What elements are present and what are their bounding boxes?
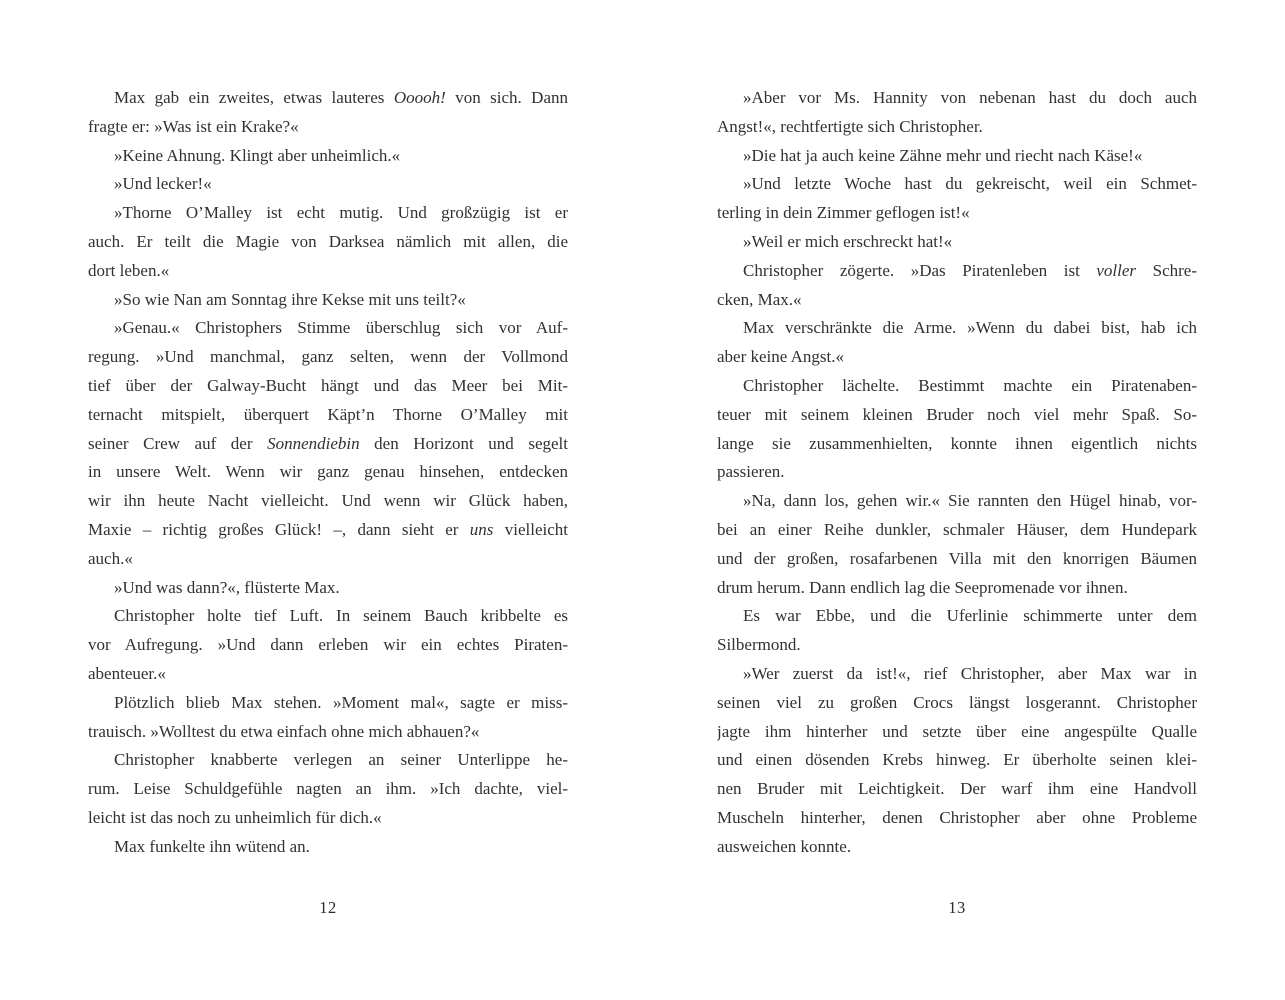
- text-segment: »Wer zuerst da ist!«, rief Christopher, aber Max war in: [743, 663, 1197, 683]
- paragraph-indent: [88, 332, 114, 333]
- text-line: [717, 804, 1197, 833]
- text-segment: nen Bruder mit Leichtigkeit. Der warf ihm eine Handvoll: [717, 779, 1197, 799]
- text-line: [717, 430, 1197, 459]
- text-segment: »Na, dann los, gehen wir.« Sie rannten den Hügel hinab, vor-: [743, 491, 1197, 511]
- paragraph-indent: [88, 620, 114, 621]
- page-number: 13: [948, 898, 966, 917]
- text-line: [88, 113, 568, 142]
- text-line: [717, 84, 1197, 113]
- text-line: [88, 689, 568, 718]
- text-line: [717, 602, 1197, 631]
- text-segment: Schre-: [1136, 260, 1197, 280]
- text-line: [88, 545, 568, 574]
- text-segment: cken, Max.«: [717, 289, 802, 309]
- text-line: [717, 833, 1197, 862]
- text-line: [717, 775, 1197, 804]
- text-segment: Max funkelte ihn wütend an.: [114, 836, 310, 856]
- text-line: [717, 631, 1197, 660]
- paragraph-indent: [88, 217, 114, 218]
- text-segment: den Horizont und segelt: [359, 433, 568, 453]
- text-line: [717, 228, 1197, 257]
- text-line: [717, 574, 1197, 603]
- paragraph-indent: [717, 620, 743, 621]
- text-line: [717, 746, 1197, 775]
- paragraph-indent: [717, 102, 743, 103]
- text-segment: vor Aufregung. »Und dann erleben wir ein echtes Piraten-: [88, 635, 568, 655]
- paragraph-indent: [717, 160, 743, 161]
- text-line: [88, 631, 568, 660]
- paragraph-indent: [717, 678, 743, 679]
- text-segment: »Und lecker!«: [114, 174, 212, 194]
- paragraph-indent: [717, 275, 743, 276]
- text-line: [717, 689, 1197, 718]
- text-line: [88, 199, 568, 228]
- page-number: 12: [319, 898, 337, 917]
- text-line: [88, 170, 568, 199]
- text-segment: und der großen, rosafarbenen Villa mit den knorrigen Bäumen: [717, 548, 1197, 568]
- paragraph-indent: [88, 304, 114, 305]
- text-segment-italic: Ooooh!: [393, 88, 446, 107]
- text-segment: trauisch. »Wolltest du etwa einfach ohne mich abhauen?«: [88, 721, 480, 741]
- text-segment: »So wie Nan am Sonntag ihre Kekse mit uns teilt?«: [114, 289, 466, 309]
- text-line: [717, 343, 1197, 372]
- text-segment: von sich. Dann: [445, 88, 568, 107]
- text-line: [717, 170, 1197, 199]
- text-segment: abenteuer.«: [88, 663, 166, 683]
- text-line: [88, 286, 568, 315]
- text-line: [88, 718, 568, 747]
- text-line: [88, 660, 568, 689]
- text-segment: »Aber vor Ms. Hannity von nebenan hast du doch auch: [743, 88, 1197, 107]
- text-block: [717, 84, 1197, 862]
- text-segment: in unsere Welt. Wenn wir ganz genau hinsehen, entdecken: [88, 462, 568, 482]
- text-segment: ausweichen konnte.: [717, 836, 852, 856]
- text-segment: Silbermond.: [717, 635, 801, 655]
- text-segment: Christopher zögerte. »Das Piratenleben ist: [743, 260, 1097, 280]
- text-segment: dort leben.«: [88, 260, 170, 280]
- text-segment: passieren.: [717, 462, 785, 482]
- text-line: [88, 372, 568, 401]
- paragraph-indent: [88, 160, 114, 161]
- text-line: [88, 487, 568, 516]
- text-line: [717, 142, 1197, 171]
- text-segment: regung. »Und manchmal, ganz selten, wenn der Vollmond: [88, 347, 568, 367]
- text-line: [88, 516, 568, 545]
- text-block: [88, 84, 568, 862]
- text-line: [88, 458, 568, 487]
- text-line: [717, 458, 1197, 487]
- paragraph-indent: [717, 332, 743, 333]
- text-segment: fragte er: »Was ist ein Krake?«: [88, 116, 299, 136]
- text-segment: »Die hat ja auch keine Zähne mehr und riecht nach Käse!«: [743, 145, 1143, 165]
- text-line: [88, 343, 568, 372]
- text-segment: Muscheln hinterher, denen Christopher aber ohne Probleme: [717, 807, 1197, 827]
- text-segment: lange sie zusammenhielten, konnte ihnen eigentlich nichts: [717, 433, 1197, 453]
- text-segment: drum herum. Dann endlich lag die Seepromenade vor ihnen.: [717, 577, 1128, 597]
- text-line: [717, 487, 1197, 516]
- paragraph-indent: [88, 102, 114, 103]
- paragraph-indent: [717, 188, 743, 189]
- paragraph-indent: [717, 246, 743, 247]
- text-segment: rum. Leise Schuldgefühle nagten an ihm. »Ich dachte, viel-: [88, 779, 568, 799]
- text-segment: bei an einer Reihe dunkler, schmaler Häuser, dem Hundepark: [717, 519, 1197, 539]
- page-right: [717, 0, 1197, 1000]
- text-line: [717, 516, 1197, 545]
- text-segment: »Weil er mich erschreckt hat!«: [743, 231, 953, 251]
- text-segment: auch.«: [88, 548, 133, 568]
- text-line: [717, 113, 1197, 142]
- paragraph-indent: [88, 592, 114, 593]
- text-segment: aber keine Angst.«: [717, 347, 844, 367]
- text-line: [717, 401, 1197, 430]
- text-line: [88, 314, 568, 343]
- text-segment: teuer mit seinem kleinen Bruder noch viel mehr Spaß. So-: [717, 404, 1197, 424]
- text-segment: »Thorne O’Malley ist echt mutig. Und großzügig ist er: [114, 203, 568, 223]
- text-segment: Christopher holte tief Luft. In seinem Bauch kribbelte es: [114, 606, 568, 626]
- text-segment-italic: uns: [469, 519, 494, 539]
- text-line: [88, 142, 568, 171]
- text-line: [88, 401, 568, 430]
- text-segment: Max verschränkte die Arme. »Wenn du dabei bist, hab ich: [743, 318, 1197, 338]
- text-line: [88, 574, 568, 603]
- text-segment: seiner Crew auf der: [88, 433, 268, 453]
- page-left: [88, 0, 568, 1000]
- text-line: [88, 602, 568, 631]
- text-segment: Maxie – richtig großes Glück! –, dann sieht er: [88, 519, 470, 539]
- paragraph-indent: [88, 188, 114, 189]
- text-line: [88, 430, 568, 459]
- text-segment: Max gab ein zweites, etwas lauteres: [114, 88, 394, 107]
- text-line: [717, 660, 1197, 689]
- text-line: [717, 199, 1197, 228]
- text-segment: tief über der Galway-Bucht hängt und das Meer bei Mit-: [88, 375, 568, 395]
- text-line: [88, 775, 568, 804]
- text-segment: auch. Er teilt die Magie von Darksea nämlich mit allen, die: [88, 231, 568, 251]
- text-line: [717, 372, 1197, 401]
- text-segment: »Genau.« Christophers Stimme überschlug sich vor Auf-: [114, 318, 568, 338]
- text-line: [88, 257, 568, 286]
- paragraph-indent: [717, 390, 743, 391]
- text-segment: Angst!«, rechtfertigte sich Christopher.: [717, 116, 983, 136]
- paragraph-indent: [88, 851, 114, 852]
- text-line: [717, 718, 1197, 747]
- text-segment: wir ihn heute Nacht vielleicht. Und wenn wir Glück haben,: [88, 491, 568, 511]
- text-segment: jagte ihm hinterher und setzte über eine angespülte Qualle: [717, 721, 1197, 741]
- text-line: [88, 804, 568, 833]
- text-segment: Christopher lächelte. Bestimmt machte ein Piratenaben-: [743, 375, 1197, 395]
- text-segment: Christopher knabberte verlegen an seiner Unterlippe he-: [114, 750, 568, 770]
- text-line: [717, 257, 1197, 286]
- text-line: [88, 833, 568, 862]
- text-segment: und einen dösenden Krebs hinweg. Er überholte seinen klei-: [717, 750, 1197, 770]
- text-segment-italic: Sonnendiebin: [267, 433, 360, 453]
- text-line: [717, 286, 1197, 315]
- text-segment: »Und letzte Woche hast du gekreischt, weil ein Schmet-: [743, 174, 1197, 194]
- text-line: [717, 314, 1197, 343]
- paragraph-indent: [88, 764, 114, 765]
- text-segment-italic: voller: [1096, 260, 1137, 280]
- text-segment: »Und was dann?«, flüsterte Max.: [114, 577, 340, 597]
- text-segment: leicht ist das noch zu unheimlich für dich.«: [88, 807, 382, 827]
- text-line: [88, 228, 568, 257]
- text-segment: Plötzlich blieb Max stehen. »Moment mal«, sagte er miss-: [114, 692, 568, 712]
- text-segment: terling in dein Zimmer geflogen ist!«: [717, 203, 970, 223]
- text-segment: Es war Ebbe, und die Uferlinie schimmerte unter dem: [743, 606, 1197, 626]
- text-segment: seinen viel zu großen Crocs längst losgerannt. Christopher: [717, 692, 1197, 712]
- text-segment: vielleicht: [493, 519, 568, 539]
- text-line: [88, 84, 568, 113]
- text-line: [88, 746, 568, 775]
- paragraph-indent: [717, 505, 743, 506]
- text-line: [717, 545, 1197, 574]
- text-segment: »Keine Ahnung. Klingt aber unheimlich.«: [114, 145, 401, 165]
- text-segment: ternacht mitspielt, überquert Käpt’n Thorne O’Malley mit: [88, 404, 568, 424]
- paragraph-indent: [88, 707, 114, 708]
